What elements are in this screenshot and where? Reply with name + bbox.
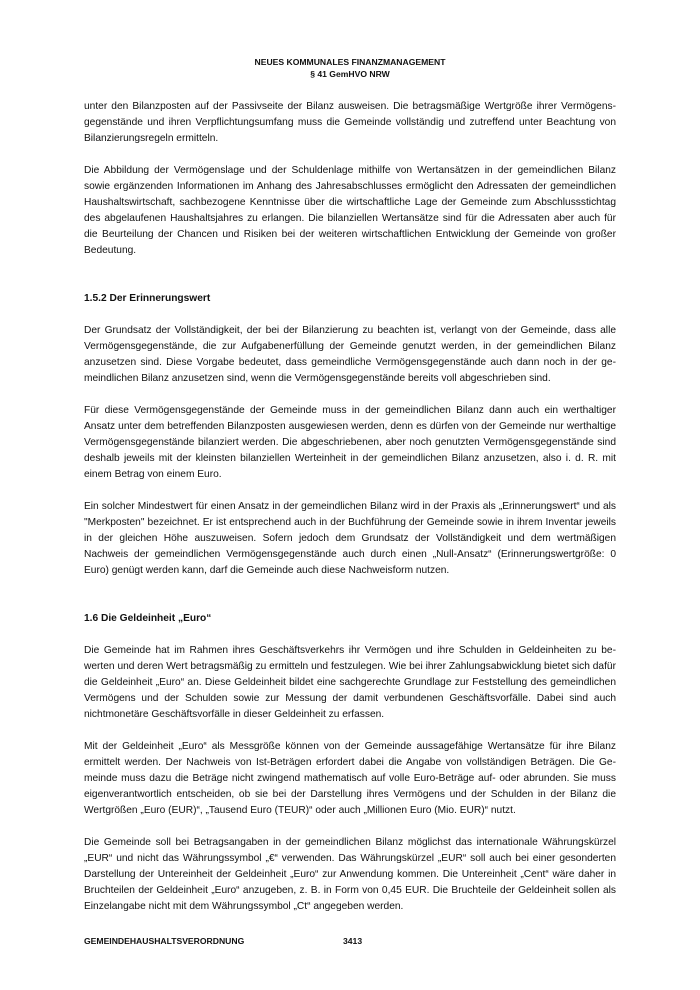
paragraph-2: Die Abbildung der Vermögenslage und der Schuldenlage mithilfe von Wertansätzen in der gemeindlichen Bilanz sowie ergänzenden Informationen im Anhang des Jahresabschlusses ermöglicht den Adressaten der gemeindlichen Haushaltswirtschaft, sachbezogene Kenntnisse über die wirtschaftliche Lage der Gemeinde zum Abschlussstichtag des abgelaufenen Haushaltsjahres zu erlangen. Die bilanziellen Wertansätze sind für die Adressaten aber auch für die Beurteilung der Chancen und Risiken bei der weiteren wirtschaftlichen Entwicklung der Gemeinde von großer Bedeutung.	[84, 165, 616, 256]
paragraph-8: Die Gemeinde soll bei Betragsangaben in der gemeindlichen Bilanz möglichst das internationale Währungskürzel „EUR“ und nicht das Währungssymbol „€“ verwenden. Das Währungskürzel „EUR“ soll auch bei einer gesonderten Darstellung der Untereinheit der Geldeinheit „Euro“ zur Anwendung kommen. Die Untereinheit „Cent“ wäre daher in Bruchteilen der Geldeinheit „Euro“ anzugeben, z. B. in Form von 0,45 EUR. Die Bruchteile der Geldeinheit sollen als Einzelangabe nicht mit dem Währungssymbol „Ct“ angegeben werden.	[84, 837, 616, 912]
header-subtitle: § 41 GemHVO NRW	[310, 69, 390, 79]
paragraph-5: Ein solcher Mindestwert für einen Ansatz in der gemeindlichen Bilanz wird in der Praxis als „Erinnerungswert“ und als "Merkposten" bezeichnet. Er ist entsprechend auch in der Buchführung der Gemeinde sowie in ihrem Inventar jeweils in der gleichen Höhe auszuweisen. Sofern jedoch dem Grundsatz der Vollständigkeit und dem wertmäßigen Nachweis der gemeindlichen Vermögensgegenstände auch durch einen „Null-Ansatz“ (Erinnerungswertgröße: 0 Euro) genügt werden kann, darf die Gemeinde auch diese Nachweisform nutzen.	[84, 501, 616, 576]
document-body	[84, 99, 616, 931]
paragraph-1: unter den Bilanzposten auf der Passivseite der Bilanz ausweisen. Die betragsmäßige Wertgröße ihrer Vermögensgegenstände und ihren Verpflichtungsumfang muss die Gemeinde vollständig und zutreffend unter Beachtung von Bilanzierungsregeln ermitteln.	[84, 101, 616, 144]
paragraph-4: Für diese Vermögensgegenstände der Gemeinde muss in der gemeindlichen Bilanz dann auch ein werthaltiger Ansatz unter dem betreffenden Bilanzposten ausgewiesen werden, denn es dürfen von der Gemeinde nur werthaltige Vermögensgegenstände bilanziert werden. Die abgeschriebenen, aber noch genutzten Vermögensgegenstände sind deshalb jeweils mit der kleinsten bilanziellen Werteinheit in der gemeindlichen Bilanz anzusetzen, also i. d. R. mit einem Betrag von einem Euro.	[84, 405, 616, 480]
footer-title: GEMEINDEHAUSHALTSVERORDNUNG	[84, 936, 245, 946]
header-title: NEUES KOMMUNALES FINANZMANAGEMENT	[254, 57, 446, 67]
paragraph-3: Der Grundsatz der Vollständigkeit, der bei der Bilanzierung zu beachten ist, verlangt von der Gemeinde, dass alle Vermögensgegenstände, die zur Aufgabenerfüllung der Gemeinde genutzt werden, in der gemeindlichen Bilanz anzusetzen sind. Diese Vorgabe bedeutet, dass gemeindliche Vermögensgegenstände auch dann noch in der gemeindlichen Bilanz anzusetzen sind, wenn die Vermögensgegenstände bereits voll abgeschrieben sind.	[84, 325, 616, 384]
page-footer	[84, 936, 363, 946]
section-heading-1-6: 1.6 Die Geldeinheit „Euro“	[84, 613, 212, 624]
page-header	[0, 56, 700, 80]
paragraph-6: Die Gemeinde hat im Rahmen ihres Geschäftsverkehrs ihr Vermögen und ihre Schulden in Geldeinheiten zu bewerten und deren Wert betragsmäßig zu ermitteln und festzulegen. Wie bei ihrer Zahlungsabwicklung bietet sich dafür die Geldeinheit „Euro“ an. Diese Geldeinheit bildet eine sachgerechte Grundlage zur Feststellung des gemeindlichen Vermögens und der Schulden sowie zur Messung der damit verbundenen Geschäftsvorfälle. Dabei sind auch nichtmonetäre Geschäftsvorfälle in dieser Geldeinheit zu erfassen.	[84, 645, 616, 720]
page-number: 3413	[343, 936, 363, 946]
section-heading-1-5-2: 1.5.2 Der Erinnerungswert	[84, 293, 211, 304]
paragraph-7: Mit der Geldeinheit „Euro“ als Messgröße können von der Gemeinde aussagefähige Wertansätze für ihre Bilanz ermittelt werden. Der Nachweis von Ist-Beträgen erfordert dabei die Angabe von vollständigen Beträgen. Die Gemeinde muss dazu die Beträge nicht zwingend mathematisch auf volle Euro-Beträge auf- oder abrunden. Sie muss eigenverantwortlich entscheiden, ob sie bei der Darstellung ihres Vermögens und der Schulden in der Bilanz die Wertgrößen „Euro (EUR)“, „Tausend Euro (TEUR)“ oder auch „Millionen Euro (Mio. EUR)“ nutzt.	[84, 741, 616, 816]
